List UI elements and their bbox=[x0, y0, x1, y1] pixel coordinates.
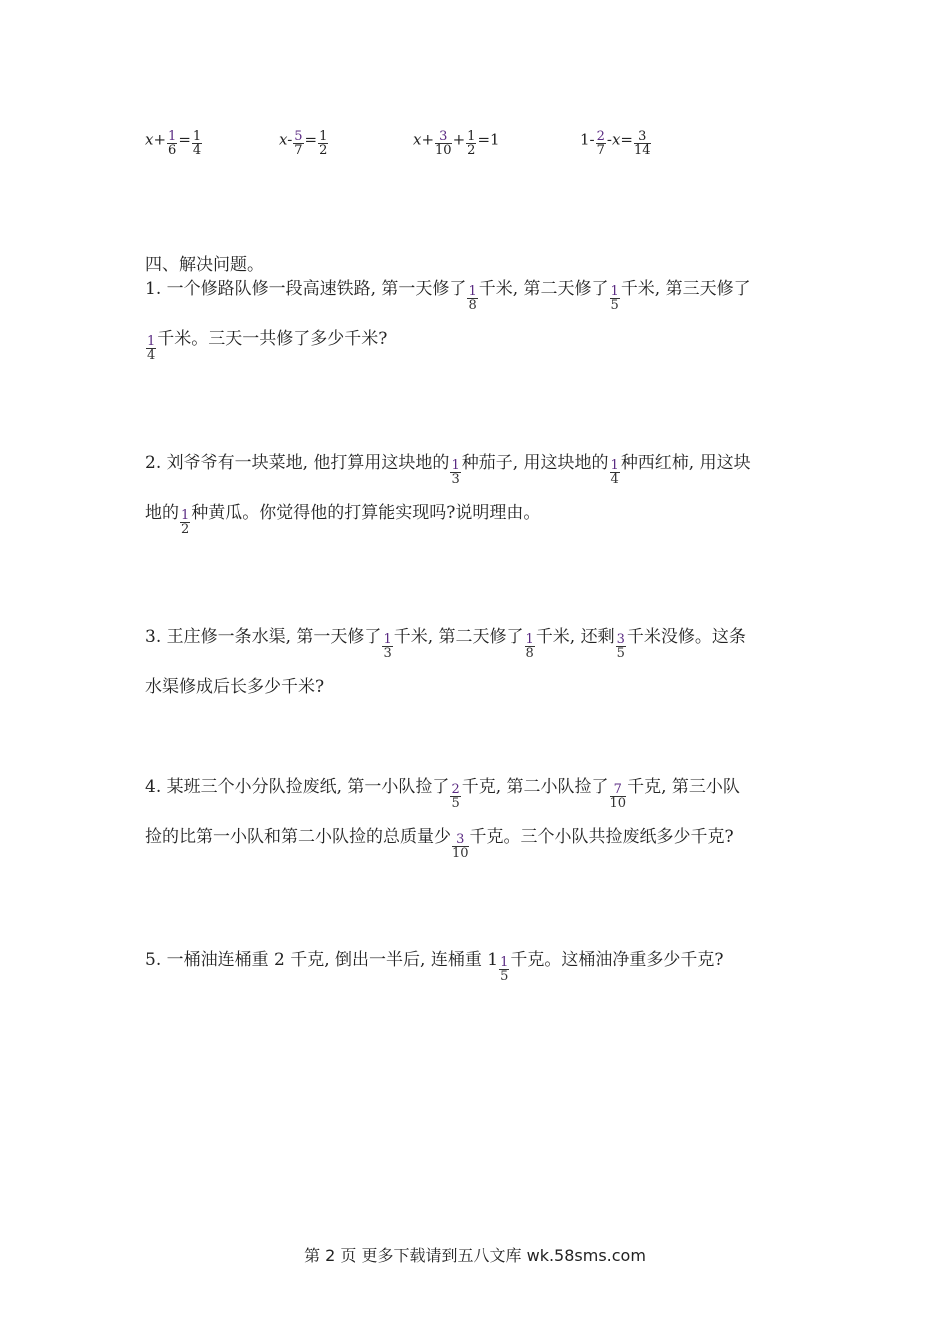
problem-line bbox=[145, 935, 810, 985]
eq-text: = bbox=[304, 130, 318, 149]
denominator: 8 bbox=[525, 646, 534, 661]
eq-text: =1 bbox=[477, 130, 500, 149]
fraction bbox=[610, 284, 620, 313]
numerator: 3 bbox=[634, 130, 651, 144]
text: 千克, 第三小队 bbox=[627, 777, 740, 797]
numerator: 5 bbox=[294, 129, 303, 144]
text: 5. 一桶油连桶重 2 千克, 倒出一半后, 连桶重 1 bbox=[145, 950, 499, 970]
fraction bbox=[466, 129, 476, 158]
denominator: 7 bbox=[596, 143, 605, 158]
denominator: 4 bbox=[192, 143, 202, 158]
denominator: 5 bbox=[500, 969, 509, 984]
fraction bbox=[609, 782, 627, 811]
numerator: 2 bbox=[451, 782, 460, 797]
eq-text: = bbox=[178, 130, 191, 149]
eq-text: 1- bbox=[580, 130, 595, 149]
denominator: 2 bbox=[181, 522, 190, 537]
text: 千克。三个小队共捡废纸多少千克? bbox=[469, 827, 734, 847]
eq-text: x+ bbox=[145, 130, 167, 149]
fraction bbox=[180, 508, 190, 537]
problem-line bbox=[145, 488, 810, 538]
fraction bbox=[293, 129, 303, 158]
eq-text: -x= bbox=[606, 130, 634, 149]
numerator: 3 bbox=[435, 130, 452, 144]
text: 2. 刘爷爷有一块菜地, 他打算用这块地的 bbox=[145, 453, 450, 473]
text: 千克。这桶油净重多少千克? bbox=[510, 950, 724, 970]
text: 水渠修成后长多少千米? bbox=[145, 677, 325, 697]
problem-line bbox=[145, 264, 810, 314]
equation-1 bbox=[145, 129, 203, 158]
problem-line bbox=[145, 762, 810, 812]
text: 4. 某班三个小分队捡废纸, 第一小队捡了 bbox=[145, 777, 450, 797]
numerator: 3 bbox=[616, 632, 625, 647]
denominator: 8 bbox=[468, 298, 477, 313]
fraction bbox=[318, 129, 328, 158]
fraction bbox=[450, 782, 460, 811]
eq-text: x+ bbox=[413, 130, 435, 149]
numerator: 1 bbox=[192, 129, 202, 144]
fraction bbox=[634, 129, 651, 158]
numerator: 1 bbox=[525, 632, 534, 647]
denominator: 2 bbox=[467, 143, 476, 158]
fraction bbox=[167, 129, 177, 158]
numerator: 1 bbox=[468, 284, 477, 299]
denominator: 4 bbox=[147, 348, 156, 363]
numerator: 1 bbox=[147, 334, 156, 349]
denominator: 3 bbox=[383, 646, 392, 661]
page-footer: 第 2 页 更多下载请到五八文库 wk.58sms.com bbox=[304, 1246, 646, 1265]
problem-line bbox=[145, 438, 810, 488]
text: 1. 一个修路队修一段高速铁路, 第一天修了 bbox=[145, 279, 467, 299]
denominator: 2 bbox=[319, 143, 328, 158]
fraction bbox=[192, 129, 202, 158]
eq-text: x- bbox=[279, 130, 293, 149]
fraction bbox=[610, 458, 620, 487]
denominator: 4 bbox=[610, 472, 619, 487]
text: 地的 bbox=[145, 503, 179, 523]
text: 捡的比第一小队和第二小队捡的总质量少 bbox=[145, 827, 451, 847]
problem-5 bbox=[145, 935, 810, 985]
problem-line bbox=[145, 812, 810, 862]
text: 种西红柿, 用这块 bbox=[620, 453, 751, 473]
numerator: 7 bbox=[610, 783, 627, 797]
numerator: 1 bbox=[181, 508, 190, 523]
denominator: 5 bbox=[451, 796, 460, 811]
text: 千米, 第二天修了 bbox=[478, 279, 609, 299]
numerator: 1 bbox=[168, 129, 177, 144]
equation-3 bbox=[413, 129, 500, 158]
equation-4 bbox=[580, 129, 652, 158]
denominator: 10 bbox=[435, 143, 452, 158]
problem-2 bbox=[145, 438, 810, 538]
problem-4 bbox=[145, 762, 810, 862]
problem-3 bbox=[145, 612, 810, 712]
numerator: 1 bbox=[383, 632, 392, 647]
problem-line bbox=[145, 314, 810, 364]
problem-line bbox=[145, 662, 810, 712]
section-title: 四、解决问题。 bbox=[145, 255, 264, 275]
numerator: 1 bbox=[610, 458, 619, 473]
text: 千克, 第二小队捡了 bbox=[461, 777, 609, 797]
fraction bbox=[452, 832, 469, 861]
text: 千米, 第三天修了 bbox=[620, 279, 751, 299]
denominator: 14 bbox=[634, 143, 651, 158]
text: 千米。三天一共修了多少千米? bbox=[157, 329, 388, 349]
eq-text: + bbox=[452, 130, 466, 149]
text: 千米, 第二天修了 bbox=[393, 627, 524, 647]
fraction bbox=[616, 632, 626, 661]
numerator: 1 bbox=[451, 458, 460, 473]
denominator: 10 bbox=[609, 796, 627, 811]
text: 千米, 还剩 bbox=[535, 627, 615, 647]
text: 3. 王庄修一条水渠, 第一天修了 bbox=[145, 627, 382, 647]
fraction bbox=[382, 632, 392, 661]
numerator: 1 bbox=[500, 955, 509, 970]
fraction bbox=[467, 284, 477, 313]
numerator: 1 bbox=[610, 284, 619, 299]
denominator: 6 bbox=[168, 143, 177, 158]
denominator: 7 bbox=[294, 143, 303, 158]
numerator: 1 bbox=[467, 129, 476, 144]
fraction bbox=[596, 129, 606, 158]
denominator: 5 bbox=[610, 298, 619, 313]
fraction bbox=[450, 458, 460, 487]
denominator: 10 bbox=[452, 846, 469, 861]
problem-1 bbox=[145, 264, 810, 364]
text: 种黄瓜。你觉得他的打算能实现吗?说明理由。 bbox=[191, 503, 541, 523]
numerator: 3 bbox=[452, 833, 469, 847]
fraction bbox=[525, 632, 535, 661]
text: 种茄子, 用这块地的 bbox=[461, 453, 609, 473]
numerator: 2 bbox=[596, 129, 605, 144]
text: 千米没修。这条 bbox=[626, 627, 746, 647]
denominator: 3 bbox=[451, 472, 460, 487]
fraction bbox=[146, 334, 156, 363]
equation-2 bbox=[279, 129, 329, 158]
problem-line bbox=[145, 612, 810, 662]
denominator: 5 bbox=[616, 646, 625, 661]
fraction bbox=[435, 129, 452, 158]
fraction bbox=[499, 955, 509, 984]
numerator: 1 bbox=[319, 129, 328, 144]
